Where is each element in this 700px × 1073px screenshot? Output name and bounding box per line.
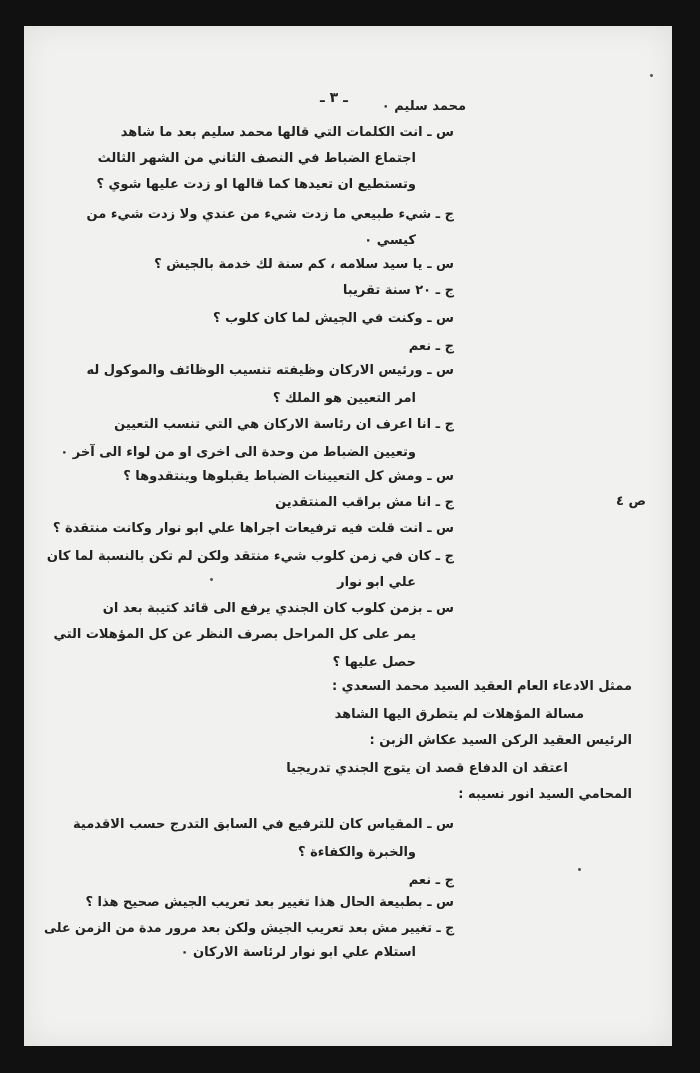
paper-speck bbox=[210, 578, 213, 581]
text-line: يمر على كل المراحل بصرف النظر عن كل المؤهلات التي bbox=[53, 627, 416, 642]
text-line: س ـ يا سيد سلامه ، كم سنة لك خدمة بالجيش ؟ bbox=[154, 257, 454, 272]
text-line: س ـ ورئيس الاركان وظيفته تنسيب الوظائف والموكول له bbox=[86, 363, 454, 378]
text-line: ج ـ ٢٠ سنة تقريبا bbox=[342, 283, 454, 298]
text-line: امر التعيين هو الملك ؟ bbox=[272, 391, 416, 406]
text-line: س ـ المقياس كان للترفيع في السابق التدرج حسب الاقدمية bbox=[73, 817, 454, 832]
text-line: اعتقد ان الدفاع قصد ان يتوج الجندي تدريجيا bbox=[286, 761, 568, 776]
text-line: ج ـ انا مش براقب المنتقدين bbox=[275, 495, 454, 510]
page-number: ـ ٣ ـ bbox=[320, 90, 348, 106]
text-line: والخبرة والكفاءة ؟ bbox=[298, 845, 416, 860]
text-line: وتستطيع ان تعيدها كما قالها او زدت عليها شوي ؟ bbox=[96, 177, 416, 192]
speaker-heading: المحامي السيد انور نسيبه : bbox=[458, 787, 632, 802]
text-line: ج ـ نعم bbox=[408, 339, 454, 354]
speaker-heading: الرئيس العقيد الركن السيد عكاش الزبن : bbox=[369, 733, 632, 748]
text-line: ج ـ انا اعرف ان رئاسة الاركان هي التي تنسب التعيين bbox=[114, 417, 454, 432]
text-line: س ـ انت قلت فيه ترفيعات اجراها علي ابو نوار وكانت منتقدة ؟ bbox=[52, 521, 454, 536]
text-line: س ـ ومش كل التعيينات الضباط يقبلوها وينتقدوها ؟ bbox=[123, 469, 454, 484]
text-line: استلام علي ابو نوار لرئاسة الاركان ٠ bbox=[180, 945, 416, 960]
text-line: اجتماع الضباط في النصف الثاني من الشهر الثالث bbox=[97, 151, 416, 166]
text-line: حصل عليها ؟ bbox=[332, 655, 416, 670]
text-line: ج ـ شيء طبيعي ما زدت شيء من عندي ولا زدت شيء من bbox=[86, 207, 454, 222]
text-line: س ـ بزمن كلوب كان الجندي يرفع الى قائد كتيبة بعد ان bbox=[102, 601, 454, 616]
text-line: مسالة المؤهلات لم يتطرق اليها الشاهد bbox=[334, 707, 584, 722]
document-page bbox=[24, 26, 672, 1046]
margin-page-reference: ص ٤ bbox=[616, 494, 646, 509]
text-line: س ـ وكنت في الجيش لما كان كلوب ؟ bbox=[213, 311, 454, 326]
text-line: علي ابو نوار bbox=[337, 575, 416, 590]
text-line: ج ـ نعم bbox=[408, 873, 454, 888]
speaker-heading: ممثل الادعاء العام العقيد السيد محمد السعدي : bbox=[331, 679, 632, 694]
text-line: كيسي ٠ bbox=[364, 233, 416, 248]
paper-speck bbox=[578, 868, 581, 871]
text-line: ج ـ كان في زمن كلوب شيء منتقد ولكن لم تكن بالنسبة لما كان bbox=[46, 549, 454, 564]
paper-speck bbox=[650, 74, 653, 77]
text-line: س ـ بطبيعة الحال هذا تغيير بعد تعريب الجيش صحيح هذا ؟ bbox=[85, 895, 454, 910]
text-line: وتعيين الضباط من وحدة الى اخرى او من لواء الى آخر ٠ bbox=[60, 445, 416, 460]
text-line: محمد سليم ٠ bbox=[381, 99, 466, 114]
text-line: س ـ انت الكلمات التي قالها محمد سليم بعد ما شاهد bbox=[120, 125, 454, 140]
text-line: ج ـ تغيير مش بعد تعريب الجيش ولكن بعد مرور مدة من الزمن على bbox=[43, 921, 454, 936]
